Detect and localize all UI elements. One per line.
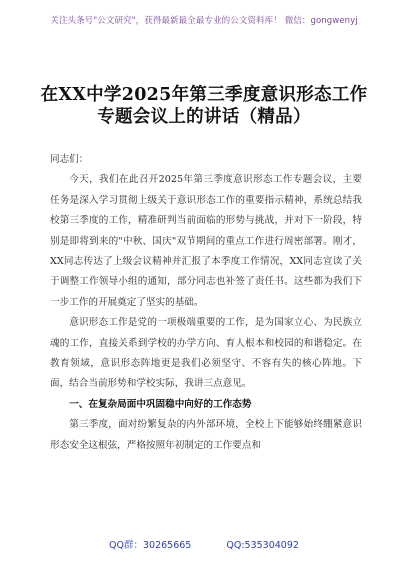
title-line-2: 专题会议上的讲话（精品） [97,107,311,127]
greeting: 同志们： [50,154,89,165]
paragraph-section-1: 第三季度，面对纷繁复杂的内外部环境，全校上下能够始终绷紧意识形态安全这根弦，严格按照年初制定的工作要点和 [50,419,362,451]
document-body [50,150,362,456]
header-banner: 关注头条号"公文研究"，获得最新最全最专业的公文资料库！ 微信：gongwenyj [50,16,358,26]
title-line-1: 在XX中学2025年第三季度意识形态工作 [40,85,368,105]
footer-qq-group: QQ群：30265665 [109,540,192,551]
paragraph-intro: 今天，我们在此召开2025年第三季度意识形态工作专题会议，主要任务是深入学习贯彻上级关于意识形态工作的重要指示精神，系统总结我校第三季度的工作，精准研判当前面临的形势与挑战，并对下一阶段，特别是即将到来的"中秋、国庆"双节期间的重点工作进行周密部署。刚才，XX同志传达了上级会议精神并汇报了本季度工作情况，XX同志宣读了关于调整工作领导小组的通知，部分同志也补签了责任书。这些都为我们下一步工作的开展奠定了坚实的基础。 [50,174,362,308]
footer-contact [0,537,408,551]
footer-qq-number: QQ:535304092 [226,540,299,551]
document-title [0,84,408,128]
section-heading-1: 一、在复杂局面中巩固稳中向好的工作态势 [69,398,252,410]
paragraph-importance: 意识形态工作是党的一项极端重要的工作，是为国家立心、为民族立魂的工作，直接关系到学校的办学方向、育人根本和校园的和谐稳定。在教育领域，意识形态阵地更是我们必须坚守、不容有失的核心阵地。下面，结合当前形势和学校实际，我讲三点意见。 [50,317,362,390]
